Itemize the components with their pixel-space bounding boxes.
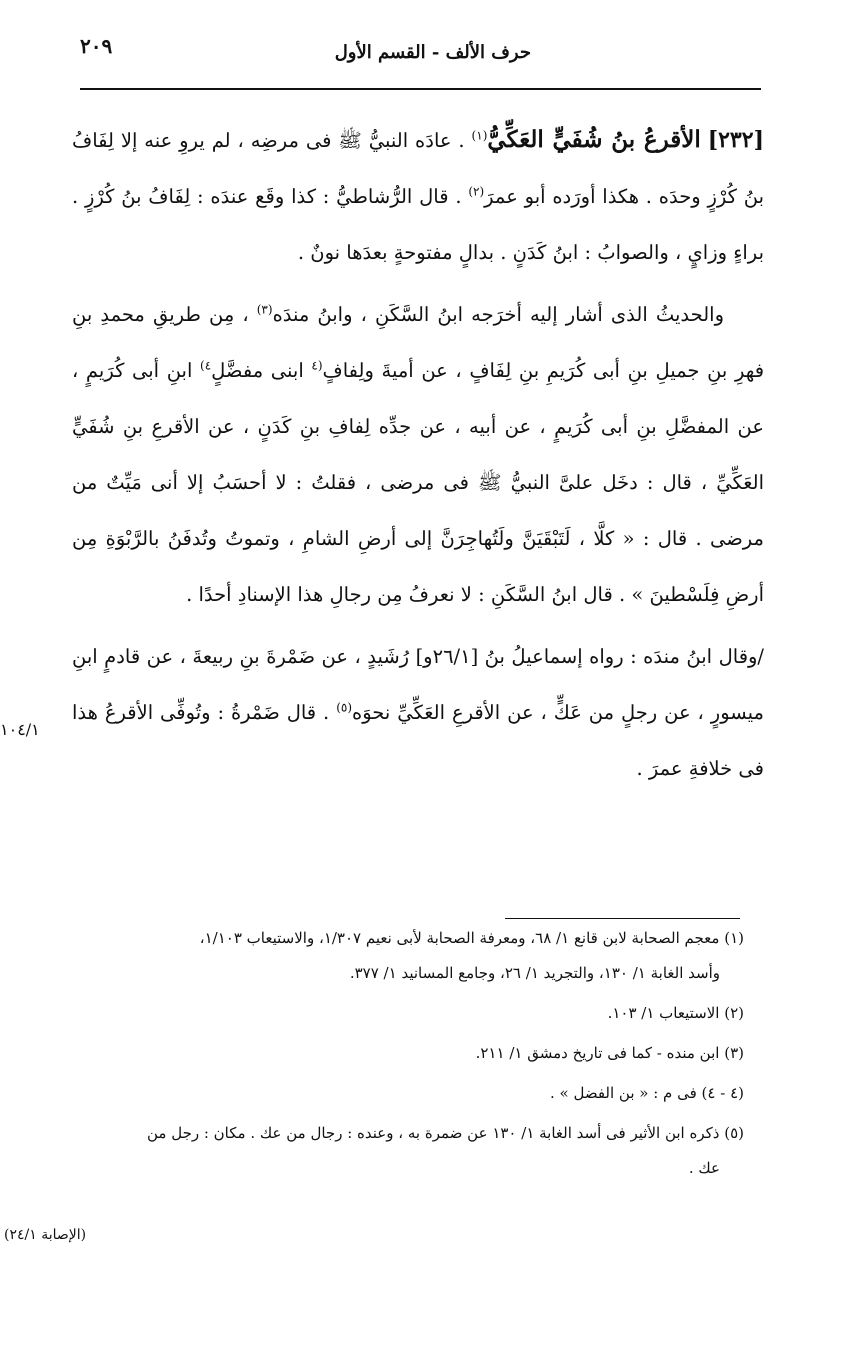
footnote-ref-3: (٣) <box>256 302 273 317</box>
footnote-5: (٥) ذكره ابن الأثير فى أسد الغابة ١/ ١٣٠ عن ضمرة به ، وعنده : رجال من عك . مكان : رجل من <box>146 1124 744 1142</box>
footnote-1: (١) معجم الصحابة لابن قانع ١/ ٦٨، ومعرفة الصحابة لأبى نعيم ١/٣٠٧، والاستيعاب ١/١٠٣، <box>199 929 744 947</box>
footnote-ref-1: (١) <box>471 128 488 143</box>
running-title: حرف الألف - القسم الأول <box>334 42 531 63</box>
footnote-3: (٣) ابن منده - كما فى تاريخ دمشق ١/ ٢١١. <box>475 1044 744 1062</box>
entry-number: [٢٣٢] <box>707 127 764 153</box>
footnote-divider <box>505 918 740 919</box>
paragraph2-part1: والحديثُ الذى أشار إليه أخرَجه ابنُ السَّكَنِ ، وابنُ مندَه <box>272 303 725 326</box>
page-number: ٢٠٩ <box>80 34 113 58</box>
paragraph3-part2: . قال ضَمْرةُ : وتُوفِّى الأقرعُ هذا فى خلافةِ عمرَ . <box>72 701 764 780</box>
footnote-ref-4-open: (٤ <box>311 358 323 373</box>
edition-reference: (الإصابة ٢٤/١) <box>4 1227 87 1243</box>
main-text <box>72 112 764 803</box>
footnote-ref-4-close: ٤) <box>200 358 212 373</box>
paragraph2-part2: ، مِن طريقِ محمدِ بنِ فهرِ بنِ جميلِ بنِ أبى كُرَيمِ بنِ لِفَافٍ ، عن أميةَ ولِفافٍ <box>72 303 765 382</box>
footnote-ref-5: (٥) <box>336 700 353 715</box>
paragraph3-part1: /وقال ابنُ مندَه : رواه إسماعيلُ بنُ [٢٦/١و] رُشَيدٍ ، عن ضَمْرةَ بنِ ربيعةَ ، عن قادمٍ ابنِ ميسورٍ ، عن رجلٍ من عَكٍّ ، عن الأقرعِ العَكِّيِّ نحوَه <box>72 645 764 724</box>
entry-paragraph <box>72 112 764 281</box>
footnote-5-cont: عك . <box>688 1159 720 1177</box>
ibn-mandah-paragraph <box>72 629 764 797</box>
footnotes <box>50 928 744 1198</box>
page-header <box>80 30 761 90</box>
margin-manuscript-ref: ١٠٤/١ <box>0 720 40 739</box>
hadith-paragraph <box>72 287 764 623</box>
paragraph2-part3: ابنى مفضَّلٍ <box>211 359 304 382</box>
footnote-2: (٢) الاستيعاب ١/ ١٠٣. <box>607 1004 744 1022</box>
footnote-1-cont: وأسد الغابة ١/ ١٣٠، والتجريد ١/ ٢٦، وجامع المسانيد ١/ ٣٧٧. <box>349 964 720 982</box>
footnote-4: (٤ - ٤) فى م : « بن الفضل » . <box>549 1084 744 1102</box>
paragraph2-part4: ابنِ أبى كُرَيمٍ ، عن المفضَّلِ بنِ أبى كُرَيمٍ ، عن أبيه ، عن جدِّه لِفافِ بنِ كَدَنٍ ، عن الأقرعِ بنِ شُفَيٍّ العَكِّيِّ ، قال : دخَل علىَّ النبيُّ ﷺ فى مرضى ، فقلتُ : لا أحسَبُ إلا أنى مَيِّتٌ من مرضى . قال : « كلَّا ، لَتَبْقَيَنَّ ولَتُهاجِرَنَّ إلى أرضِ الشامِ ، وتموتُ وتُدفَنُ بالرَّبْوَةِ مِن أرضِ فِلَسْطينَ » . قال ابنُ السَّكَنِ : لا نعرفُ مِن رجالِ هذا الإسنادِ أحدًا . <box>72 359 764 606</box>
entry-text-2: . قال الرُّشاطيُّ : كذا وقَع عندَه : لِفَافُ بنُ كُرْزٍ . براءٍ وزايٍ ، والصوابُ : ابنُ كَدَنٍ . بدالٍ مفتوحةٍ بعدَها نونٌ . <box>72 185 764 264</box>
entry-name: الأقرعُ بنُ شُفَيٍّ العَكِّيُّ <box>487 126 701 153</box>
entry-text-1: . عادَه النبيُّ ﷺ فى مرضِه ، لم يروِ عنه إلا لِفَافُ بنُ كُرْزٍ وحدَه . هكذا أورَده أبو عمرَ <box>72 129 764 208</box>
footnote-ref-2: (٢) <box>468 184 485 199</box>
